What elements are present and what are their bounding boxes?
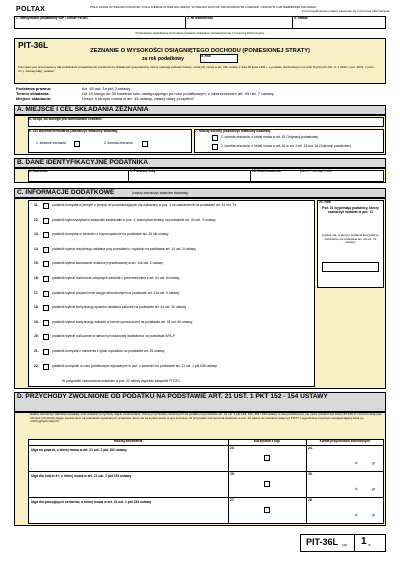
footer-page-total: /6	[368, 543, 371, 547]
info-row-checkbox[interactable]	[43, 291, 49, 297]
section-c-footer: W przypadku zaznaczenia kwadratu w poz. 22 należy wypełnić załącznik PIT/ZG.	[62, 379, 181, 383]
info-row-number: 16.	[34, 276, 39, 280]
table-row-divider	[28, 471, 384, 472]
field-10-input[interactable]	[253, 175, 381, 181]
place-value: Urząd, o którym mowa w art. 45 ustawy, zwany dalej „urzędem”.	[82, 96, 196, 101]
field-3-label: 3. Status	[294, 16, 308, 20]
table-row-divider	[28, 497, 384, 498]
cents-unit: gr	[372, 513, 375, 517]
opt-1-label: 1. złożenie zeznania	[36, 141, 66, 145]
basis-label: Podstawa prawna:	[16, 86, 52, 91]
field-8-input[interactable]	[30, 175, 126, 181]
form-heading: ZEZNANIE O WYSOKOŚCI OSIĄGNIĘTEGO DOCHODU (PONIESIONEJ STRATY)	[90, 48, 310, 54]
footer-page: 1	[361, 536, 367, 547]
exemption-row-label: Ulga dla rodzin 4+, o której mowa w art. 21 ust. 1 pkt 153 ustawy	[31, 474, 132, 478]
info-row-checkbox[interactable]	[43, 247, 49, 253]
field-4-label: 4. Rok	[201, 53, 211, 58]
currency-unit: zł	[355, 461, 358, 465]
side-title: 21. Rok	[319, 200, 331, 204]
deadline-label: Termin składania:	[16, 91, 50, 96]
exemption-checkbox-number: 25.	[230, 472, 235, 476]
side-text-1: Poz. 21 wypełniają podatnicy, którzy zaznaczyli kwadrat w poz. 11	[322, 206, 379, 214]
exemption-row-label: Ulga dla pracujących seniorów, o której mowa w art. 21 ust. 1 pkt 154 ustawy	[31, 500, 152, 504]
info-row-text: podatnik korzystał, w roku podatkowym wykazanym w poz. 4 zwolnień na podstawie art. 21 ust. 1 pkt 63b ustawy	[52, 363, 217, 368]
place-label: Miejsce składania:	[16, 96, 52, 101]
col-spouse-header: Korzystam z ulgi	[253, 439, 281, 443]
field-9-label: 9. Pierwsze imię	[130, 169, 156, 173]
field-10-hint: (dzień - miesiąc - rok)	[300, 169, 332, 173]
cents-unit: gr	[372, 487, 375, 491]
footer-version: (30)	[342, 543, 348, 547]
info-row-number: 15.	[34, 261, 39, 266]
info-row-text: podatnik wykorzystywał w wskaźniki zasiedziałe w poz. 4, dokonywał zmiany na podstawie art. 44 ust. 7f ustawy	[52, 217, 216, 222]
top-notice: POLA JASNE WYPEŁNIA PODATNIK. POLA CIEMNE WYPEŁNIA URZĄD. WYPEŁNIĆ DUŻYMI, DRUKOWANYMI LITERAMI, CZARNYM LUB NIEBIESKIM KOLOREM.	[90, 5, 317, 9]
info-row-checkbox[interactable]	[43, 320, 49, 326]
cents-unit: gr	[372, 461, 375, 465]
exemption-amount-input[interactable]	[310, 507, 360, 517]
poltax-logo: POLTAX	[16, 6, 46, 13]
info-row-number: 14.	[34, 246, 39, 251]
field-1-input[interactable]	[17, 22, 182, 28]
info-row-number: 12.	[34, 217, 39, 222]
info-row-text: podatnik korzystał w jednym z pozycji od poczwarzających się wykazany w poz. 4 za zaznaczenie na podstawie art. 44 ust. 7a	[52, 203, 237, 207]
info-row-number: 19.	[34, 319, 39, 324]
col-amount-header: Kwota przychodów zwolnionych	[319, 439, 371, 443]
section-d-intro: Należy zaznaczyć właściwe kwadraty oraz wskazać przychody objęte zwolnieniami. Suma przychodów zwolnionych od podatku na podstawie art. 21 ust. 1 pkt 148, 152, 153 i 154 ustawy w roku podatkowym nie może przekroczyć kwoty 85 528 zł. Limit ten obejmuje również przychody objęte zwolnieniem na podstawie wykazanych przepisów, które nie są wykazywane w tym zeznaniu. W przypadku zaznaczenia kwadratu w poz. 24 należy do zeznania dołączyć PIT/O z wypełnioną częścią E uwzględniającą daną po roztrzygnięciu danych.	[30, 412, 382, 424]
info-row-text: podatnik korzystał w zwolnień z rozporządzenia na podstawie art. 26 lub ustawy	[52, 232, 169, 237]
exemption-amount-number: 28.	[308, 498, 313, 502]
field-1-label: 1. Identyfikator podatkowy NIP / numer PESEL	[16, 16, 89, 20]
field-9-input[interactable]	[131, 175, 247, 181]
footer-form-code: PIT-36L	[306, 537, 339, 547]
info-row-checkbox[interactable]	[43, 276, 49, 282]
exemption-checkbox[interactable]	[264, 481, 270, 487]
info-row-text: podatnik wybrał rozliczanie odrębnych zaliczek z przeniesieniem z art. 44 ust. 6i ustawy	[52, 276, 180, 280]
basis-value: Art. 45 ust. 1a pkt 2 ustawy.	[82, 86, 132, 91]
info-row-checkbox[interactable]	[43, 203, 49, 209]
field-6-label: 6. Cel złożenia formularza (zaznaczyć właściwy kwadrat):	[29, 129, 119, 133]
info-row-text: podatnik wybrał stosowanie ustalonej ryczałtowanej w art. 14b ust. 2 ustawy	[52, 261, 163, 266]
section-c-title-hint: (należy zaznaczyć właściwe kwadraty):	[132, 190, 190, 195]
info-row-text: podatnik wybrał rozliczanie w ramach prowadzonej działalności na podstawie APA-P	[52, 334, 175, 339]
currency-unit: zł	[355, 513, 358, 517]
subtitle-notice: Przeważone wypełnienie formularza zostanie wskazane zaznaczone się z broszurą informacyjną.	[135, 31, 265, 35]
field-8-label: 8. Nazwisko	[29, 169, 48, 173]
opt-2-label: 2. korekta zeznania	[104, 141, 133, 145]
field-7-label: 7. Rodzaj korekty (zaznaczyć właściwy kwadrat):	[195, 129, 272, 133]
deadline-value: Od 15 lutego do 30 kwietnia roku następującego po roku podatkowym, z zastrzeżeniem art. 45 ust. 7 ustawy.	[82, 91, 275, 96]
field-2-label: 2. Nr dokumentu	[187, 16, 214, 20]
side-text-2: (podać rok, w którym podatnik korzystał po zwolnieniu na podstawie art. 44 ust. 7a ustawy)	[322, 233, 379, 245]
currency-unit: zł	[355, 487, 358, 491]
exemption-checkbox[interactable]	[264, 507, 270, 513]
opt-1-checkbox[interactable]	[74, 141, 80, 147]
field-21-input[interactable]	[322, 262, 379, 272]
info-row-checkbox[interactable]	[43, 261, 49, 267]
exemption-checkbox-number: 27.	[230, 498, 235, 502]
exemption-checkbox[interactable]	[264, 455, 270, 461]
info-row-checkbox[interactable]	[43, 349, 49, 355]
info-row-checkbox[interactable]	[43, 218, 49, 224]
field-2-input[interactable]	[188, 22, 288, 28]
korekta-1-label: 1. korekta zeznania, o której mowa w art. 81 Ordynacji podatkowej	[221, 135, 318, 139]
field-10-label: 10. Data urodzenia	[252, 169, 282, 173]
section-a-title: A. MIEJSCE I CEL SKŁADANIA ZEZNANIA	[17, 106, 149, 113]
info-row-number: 17.	[34, 290, 39, 295]
year-label: za rok podatkowy	[142, 56, 184, 62]
opt-2-checkbox[interactable]	[142, 141, 148, 147]
korekta-2-label: 2. korekta zeznania, o której mowa w art. 81 w zw. z art. 15 ust. 1a Ordynacji podatkowej	[221, 144, 351, 148]
info-row-checkbox[interactable]	[43, 364, 49, 370]
form-intro: Formularz jest przeznaczony dla podatników prowadzących pozarolniczą działalność gospodarczą, którzy opłacają podatek liniowy, o których mowa w art. 30c ustawy z dnia 26 lipca 1991 r. o podatku dochodowym od osób fizycznych (Dz. U. z 2022 r. poz. 2647, z późn. zm.), zwanej dalej „ustawą”.	[18, 65, 375, 73]
exemption-amount-number: 24.	[308, 446, 313, 450]
info-row-checkbox[interactable]	[43, 334, 49, 340]
section-c-title: C. INFORMACJE DODATKOWE	[17, 189, 115, 196]
section-d-title: D. PRZYCHODY ZWOLNIONE OD PODATKU NA PODSTAWIE ART. 21 UST. 1 PKT 152 - 154 USTAWY	[17, 393, 328, 400]
info-row-number: 20.	[34, 334, 39, 339]
exemption-checkbox-number: 23.	[230, 446, 235, 450]
info-row-number: 13.	[34, 232, 39, 237]
exemption-amount-input[interactable]	[310, 481, 360, 491]
info-row-number: 11.	[34, 203, 39, 207]
info-row-number: 22.	[34, 363, 39, 368]
top-notice-2: Przed wypełnieniem należy zapoznać się z broszurą informacyjną.	[301, 9, 390, 13]
form-code: PIT-36L	[18, 40, 49, 50]
exemption-amount-number: 26.	[308, 472, 313, 476]
korekta-1-checkbox[interactable]	[212, 135, 218, 141]
info-row-checkbox[interactable]	[43, 305, 49, 311]
col-type-header: Rodzaj zwolnienia	[113, 439, 143, 443]
korekta-2-checkbox[interactable]	[212, 144, 218, 150]
info-row-number: 21.	[34, 349, 39, 353]
info-row-text: podatnik wybrał kontynuację sposobu ustalania zaliczek na podstawie art. 44 ust. 3h ustawy	[52, 305, 187, 310]
info-row-text: podatnik wybrał rezydencję ustalana przy pozwalaniu i wydaniu na podstawie art. 14 ust. 1l ustawy	[52, 246, 196, 251]
info-row-text: podatnik korzystał z obniżenia z tytułu wydatków na podstawie art. 26 ustawy	[52, 349, 165, 353]
info-row-text: podatnik wybrał kontynuację zaliczek w formie uproszczonej na podstawie art. 44 ust. 6b ustawy	[52, 319, 193, 324]
info-row-checkbox[interactable]	[43, 232, 49, 238]
section-b-title: B. DANE IDENTYFIKACYJNE PODATNIKA	[17, 159, 149, 166]
info-row-number: 18.	[34, 305, 39, 310]
info-row-text: podatnik wybrał przywrócenie księgi rachunkowych na podstawie art. 24a ust. 5 ustawy	[52, 290, 180, 295]
field-5-label: 5. Urząd, do którego jest adresowane zeznanie	[29, 116, 102, 121]
exemption-row-label: Ulga na powrót, o której mowa w art. 21 ust. 1 pkt 152 ustawy	[31, 448, 127, 452]
exemption-amount-input[interactable]	[310, 455, 360, 465]
